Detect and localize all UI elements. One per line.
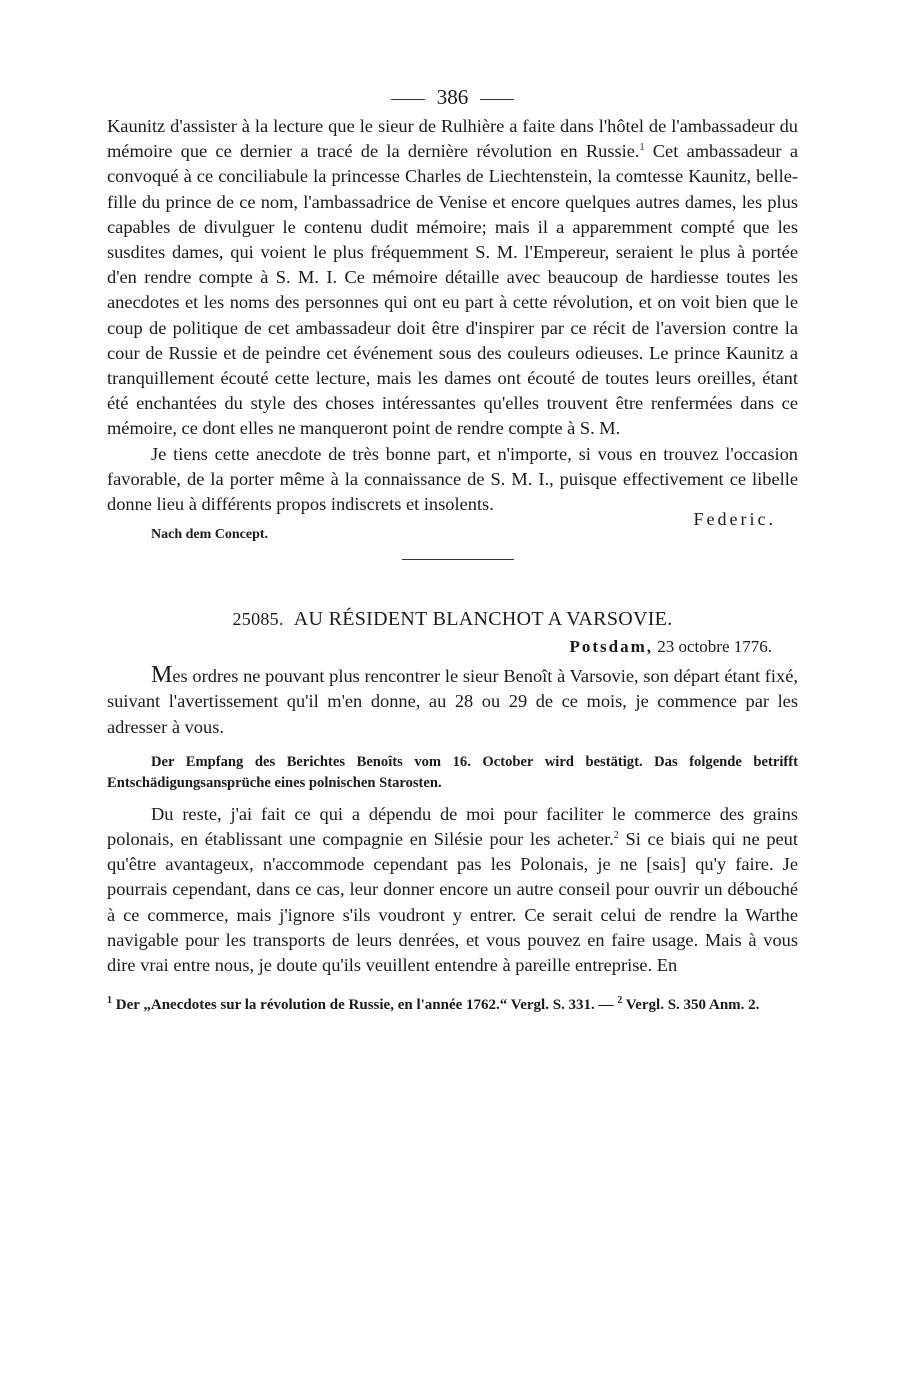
letter-paragraph-2 [107,802,798,978]
header-dash-right [480,99,514,100]
footnote-2-marker: 2 [617,995,623,1007]
document-page [107,80,798,1016]
signature: Federic. [693,509,776,530]
source-note: Nach dem Concept. [151,527,269,543]
letter-addressee: AU RÉSIDENT BLANCHOT A VARSOVIE. [293,608,673,631]
letter-paragraph-1-text: es ordres ne pouvant plus rencontrer le sieur Benoît à Varsovie, son départ étant fixé, suivant l'avertissement qu'il m'en donne, au 28 ou 29 de ce mois, je commence par les adresser à vous. [107,666,798,737]
footnote-1-text: Der „Anecdotes sur la révolution de Russie, en l'année 1762.“ Vergl. S. 331. — [115,997,614,1014]
letter-paragraph-2-part-a: Du reste, j'ai fait ce qui a dépendu de moi pour faciliter le commerce des grains polonais, en établissant une compagnie en Silésie pour les acheter. [107,803,798,850]
letter-number: 25085. [232,609,284,630]
continued-text-part-1: Kaunitz d'assister à la lecture que le sieur de Rulhière a faite dans l'hôtel de l'ambassadeur du mémoire que ce dernier a tracé de la dernière révolution en Russie. [107,116,798,162]
footnote-2-text: Vergl. S. 350 Anm. 2. [625,997,760,1014]
footnote-1-marker: 1 [107,995,112,1007]
closing-paragraph: Je tiens cette anecdote de très bonne part, et n'importe, si vous en trouvez l'occasion favorable, de la porter même à la connaissance de S. M. I., puisque effectivement ce libelle donne lieu à différents propos indiscrets et insolents. [107,443,798,515]
page-header [107,80,798,114]
footnotes [107,994,798,1016]
page-number: 386 [436,85,469,109]
dateline-date: 23 octobre 1776. [657,637,772,657]
continued-text-part-2: Cet ambassadeur a convoqué à ce conciliabule la princesse Charles de Liechtenstein, la comtesse Kaunitz, belle-fille du prince de ce nom, l'ambassadrice de Venise et encore quelques autres dames, les plus capables de divulguer le contenu dudit mémoire; mais il a apparemment compté que les susdites dames, qui voient le plus fréquemment S. M. l'Empereur, seraient le plus à portée d'en rendre compte à S. M. I. Ce mémoire détaille avec beaucoup de hardiesse toutes les anecdotes et les noms des personnes qui ont eu part à cette révolution, et on voit bien que le coup de politique de cet ambassadeur doit être d'inspirer par ce récit de l'aversion contre la cour de Russie et de peindre cet événement sous des couleurs odieuses. Le prince Kaunitz a tranquillement écouté cette lecture, mais les dames ont écouté de toutes leurs oreilles, étant été enchantées du style des choses intéressantes qu'elles trouvent être renfermées dans ce mémoire, ce dont elles ne manqueront point de rendre compte à S. M. [107,141,798,439]
header-dash-left [391,99,425,100]
dateline [107,637,798,657]
dateline-place: Potsdam, [569,637,654,657]
section-divider [402,559,514,560]
footnote-ref-1: 1 [639,142,645,154]
letter-paragraph-1 [107,663,798,740]
footnote-ref-2: 2 [613,829,619,841]
editorial-summary: Der Empfang des Berichtes Benoîts vom 16. October wird bestätigt. Das folgende betrifft Entschädigungsansprüche eines polnischen Starosten. [107,753,798,791]
letter-paragraph-2-part-b: Si ce biais qui ne peut qu'être avantageux, n'accommode cependant pas les Polonais, je ne [sais] qu'y faire. Je pourrais cependant, dans ce cas, leur donner encore un autre conseil pour ouvrir un débouché à ce commerce, mais j'ignore s'ils voudront y entrer. Ce serait celui de rendre la Warthe navigable pour les transports de leurs denrées, et vous pouvez en faire usage. Mais à vous dire vrai entre nous, je doute qu'ils veuillent entendre à pareille entreprise. En [107,829,798,976]
signature-row [107,509,798,543]
letter-heading [107,608,798,631]
continued-paragraph [107,114,798,442]
drop-cap: M [151,662,173,689]
